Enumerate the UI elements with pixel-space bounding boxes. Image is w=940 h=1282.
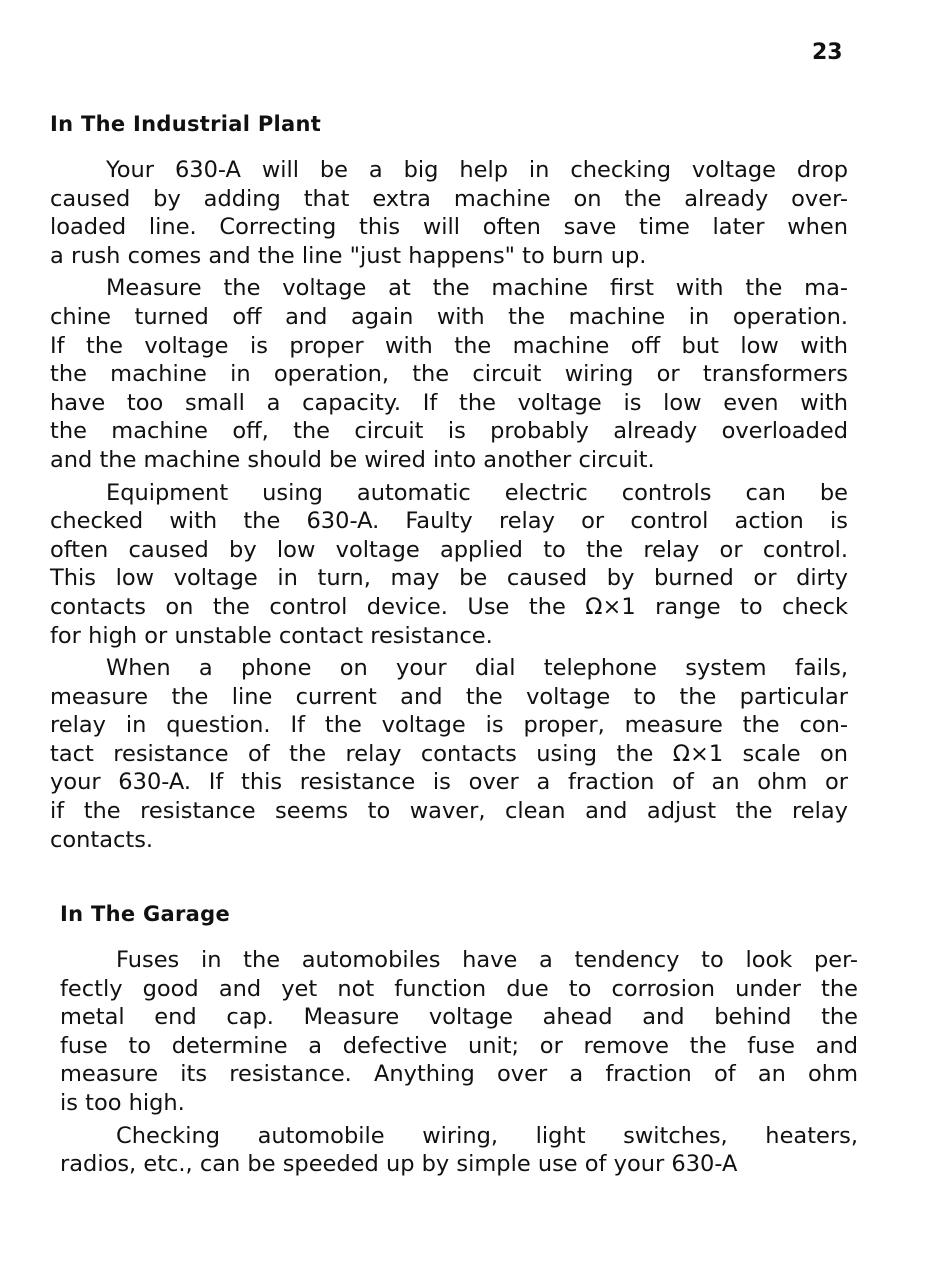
text-line: often caused by low voltage applied to the relay or control. (50, 536, 848, 563)
text-line: relay in question. If the voltage is proper, measure the con- (50, 712, 848, 739)
section-heading: In The Industrial Plant (50, 112, 322, 136)
paragraph (60, 1122, 858, 1179)
text-line: a rush comes and the line "just happens" to burn up. (50, 242, 647, 269)
text-line: your 630-A. If this resistance is over a fraction of an ohm or (50, 769, 848, 796)
text-line: if the resistance seems to waver, clean and adjust the relay (50, 798, 848, 825)
text-line: measure the line current and the voltage to the particular (50, 683, 848, 710)
text-line: chine turned off and again with the machine in operation. (50, 303, 848, 330)
text-line: Your 630-A will be a big help in checking voltage drop (106, 157, 848, 183)
text-line: fectly good and yet not function due to corrosion under the (60, 975, 858, 1002)
text-line: contacts. (50, 826, 154, 853)
paragraph (50, 156, 848, 270)
section-industrial-plant (50, 112, 848, 858)
text-line: measure its resistance. Anything over a fraction of an ohm (60, 1061, 858, 1088)
text-line: loaded line. Correcting this will often save time later when (50, 214, 848, 241)
text-line: radios, etc., can be speeded up by simple use of your 630-A (60, 1151, 738, 1178)
text-line: When a phone on your dial telephone system fails, (106, 655, 848, 682)
text-line: caused by adding that extra machine on the already over- (50, 185, 848, 212)
paragraph (60, 946, 858, 1118)
text-line: This low voltage in turn, may be caused by burned or dirty (50, 565, 848, 592)
text-line: tact resistance of the relay contacts using the Ω×1 scale on (50, 740, 848, 767)
text-line: the machine in operation, the circuit wiring or transformers (50, 361, 848, 388)
text-line: fuse to determine a defective unit; or remove the fuse and (60, 1032, 858, 1059)
text-line: Measure the voltage at the machine first with the ma- (106, 275, 848, 302)
text-line: is too high. (60, 1089, 185, 1116)
text-line: have too small a capacity. If the voltage is low even with (50, 389, 848, 416)
text-line: the machine off, the circuit is probably already overloaded (50, 418, 848, 445)
text-line: Equipment using automatic electric controls can be (106, 479, 848, 506)
paragraph (50, 654, 848, 854)
text-line: metal end cap. Measure voltage ahead and behind the (60, 1004, 858, 1031)
text-line: checked with the 630-A. Faulty relay or control action is (50, 508, 848, 535)
text-line: If the voltage is proper with the machine off but low with (50, 332, 848, 359)
text-line: contacts on the control device. Use the Ω×1 range to check (50, 593, 848, 620)
paragraph (50, 274, 848, 474)
text-line: Fuses in the automobiles have a tendency to look per- (116, 947, 858, 973)
section-heading: In The Garage (60, 902, 231, 926)
page-number: 23 (812, 40, 843, 65)
text-line: for high or unstable contact resistance. (50, 622, 493, 649)
section-garage (60, 902, 858, 1183)
text-line: and the machine should be wired into another circuit. (50, 446, 655, 473)
text-line: Checking automobile wiring, light switches, heaters, (116, 1122, 858, 1149)
paragraph (50, 479, 848, 651)
